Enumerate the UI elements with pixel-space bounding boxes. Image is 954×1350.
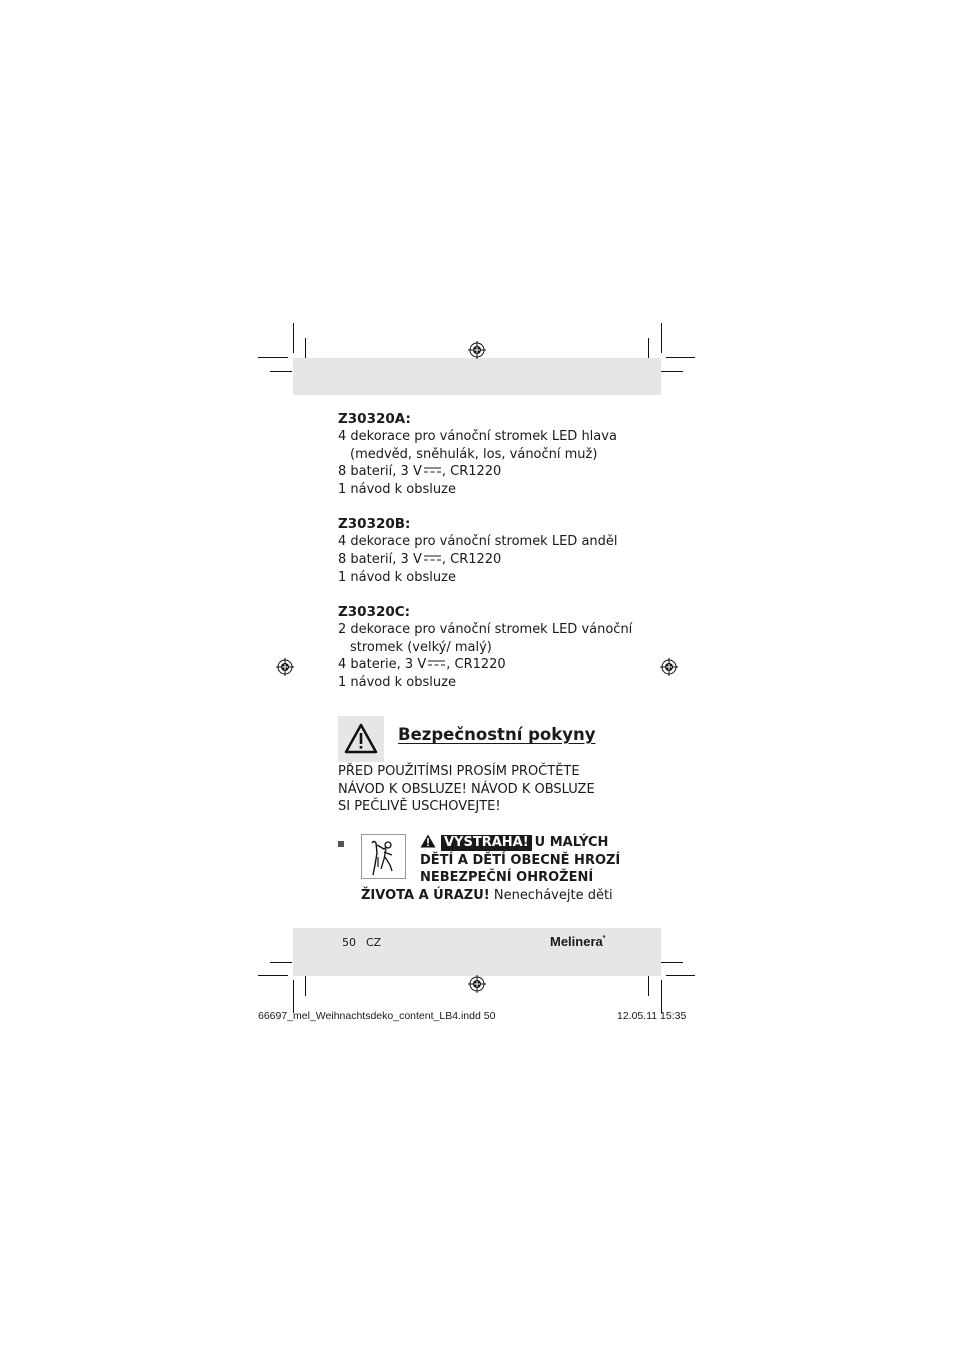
content-text: 8 baterií, 3 V	[338, 551, 422, 567]
dc-symbol-icon	[424, 466, 441, 474]
header-band	[293, 358, 661, 395]
crop-mark	[270, 962, 292, 963]
crop-mark	[293, 980, 294, 1013]
warning-text	[420, 834, 620, 887]
crop-mark	[661, 371, 683, 372]
model-section	[338, 515, 638, 586]
content-line	[338, 569, 638, 587]
content-line	[338, 621, 638, 639]
content-text: 1 návod k obsluze	[338, 481, 456, 497]
content-line	[338, 463, 638, 481]
dc-symbol-icon	[428, 659, 445, 667]
warning-label: VÝSTRAHA!	[441, 835, 532, 851]
crop-mark	[648, 338, 649, 358]
content-line	[338, 551, 638, 569]
crop-mark	[305, 338, 306, 358]
crop-mark	[661, 980, 662, 1013]
crop-mark	[661, 962, 683, 963]
warning-line: U MALÝCH	[534, 835, 609, 850]
print-slug-file: 66697_mel_Weihnachtsdeko_content_LB4.indd 50	[258, 1010, 496, 1022]
content-text: 4 baterie, 3 V	[338, 657, 427, 673]
safety-intro-line: NÁVOD K OBSLUZE! NÁVOD K OBSLUZE	[338, 781, 595, 797]
bullet-square	[338, 841, 344, 847]
crop-mark	[661, 323, 662, 353]
content-line	[338, 639, 638, 657]
page-number: 50	[342, 936, 356, 949]
warning-line-rest: Nenechávejte děti	[489, 888, 613, 903]
content-text: 1 návod k obsluze	[338, 569, 456, 585]
safety-intro	[338, 763, 595, 816]
content-text: (medvěd, sněhulák, los, vánoční muž)	[350, 446, 598, 462]
model-heading: Z30320C:	[338, 604, 411, 621]
model-heading: Z30320B:	[338, 516, 411, 533]
crop-mark	[258, 357, 288, 358]
warning-triangle-icon	[338, 716, 384, 762]
content-text: 8 baterií, 3 V	[338, 464, 422, 480]
registration-mark-icon	[276, 658, 294, 676]
model-section	[338, 603, 638, 691]
content-text: 1 návod k obsluze	[338, 674, 456, 690]
registration-mark-icon	[468, 341, 486, 359]
brand-name: Melinera	[550, 934, 603, 949]
safety-intro-line: SI PEČLIVĚ USCHOVEJTE!	[338, 799, 501, 815]
crop-mark	[258, 975, 288, 976]
content-line	[338, 533, 638, 551]
print-slug-date: 12.05.11 15:35	[617, 1010, 687, 1022]
content-text: 2 dekorace pro vánoční stromek LED vánoční	[338, 622, 633, 638]
content-line	[338, 656, 638, 674]
content-line	[338, 674, 638, 692]
child-hazard-icon	[361, 834, 406, 879]
brand-logo	[550, 934, 605, 949]
registration-mark-icon	[660, 658, 678, 676]
warning-triangle-icon	[420, 834, 436, 848]
section-title: Bezpečnostní pokyny	[398, 725, 596, 744]
model-section	[338, 410, 638, 498]
warning-line: NEBEZPEČNÍ OHROŽENÍ	[420, 870, 594, 886]
crop-mark	[666, 975, 695, 976]
content-line	[338, 428, 638, 446]
dc-symbol-icon	[424, 554, 441, 562]
content-suffix: , CR1220	[441, 551, 502, 567]
crop-mark	[270, 371, 292, 372]
content-line	[338, 446, 638, 464]
contents-list	[338, 410, 638, 709]
warning-box	[338, 716, 384, 762]
warning-line-bold: ŽIVOTA A ÚRAZU!	[361, 888, 490, 903]
brand-mark: *	[602, 935, 606, 942]
content-text: 4 dekorace pro vánoční stromek LED hlava	[338, 429, 617, 444]
content-line	[338, 481, 638, 499]
content-text: 4 dekorace pro vánoční stromek LED anděl	[338, 534, 618, 550]
safety-intro-line: PŘED POUŽITÍMSI PROSÍM PROČTĚTE	[338, 764, 580, 779]
content-suffix: , CR1220	[441, 464, 502, 480]
crop-mark	[648, 976, 649, 996]
warning-line: DĚTÍ A DĚTÍ OBECNĚ HROZÍ	[420, 852, 621, 868]
crop-mark	[305, 976, 306, 996]
content-text: stromek (velký/ malý)	[350, 639, 492, 655]
crop-mark	[293, 323, 294, 353]
content-suffix: , CR1220	[446, 657, 506, 673]
language-code: CZ	[366, 936, 382, 949]
warning-continuation	[361, 887, 613, 905]
model-heading: Z30320A:	[338, 411, 411, 427]
crop-mark	[666, 357, 695, 358]
registration-mark-icon	[468, 975, 486, 993]
